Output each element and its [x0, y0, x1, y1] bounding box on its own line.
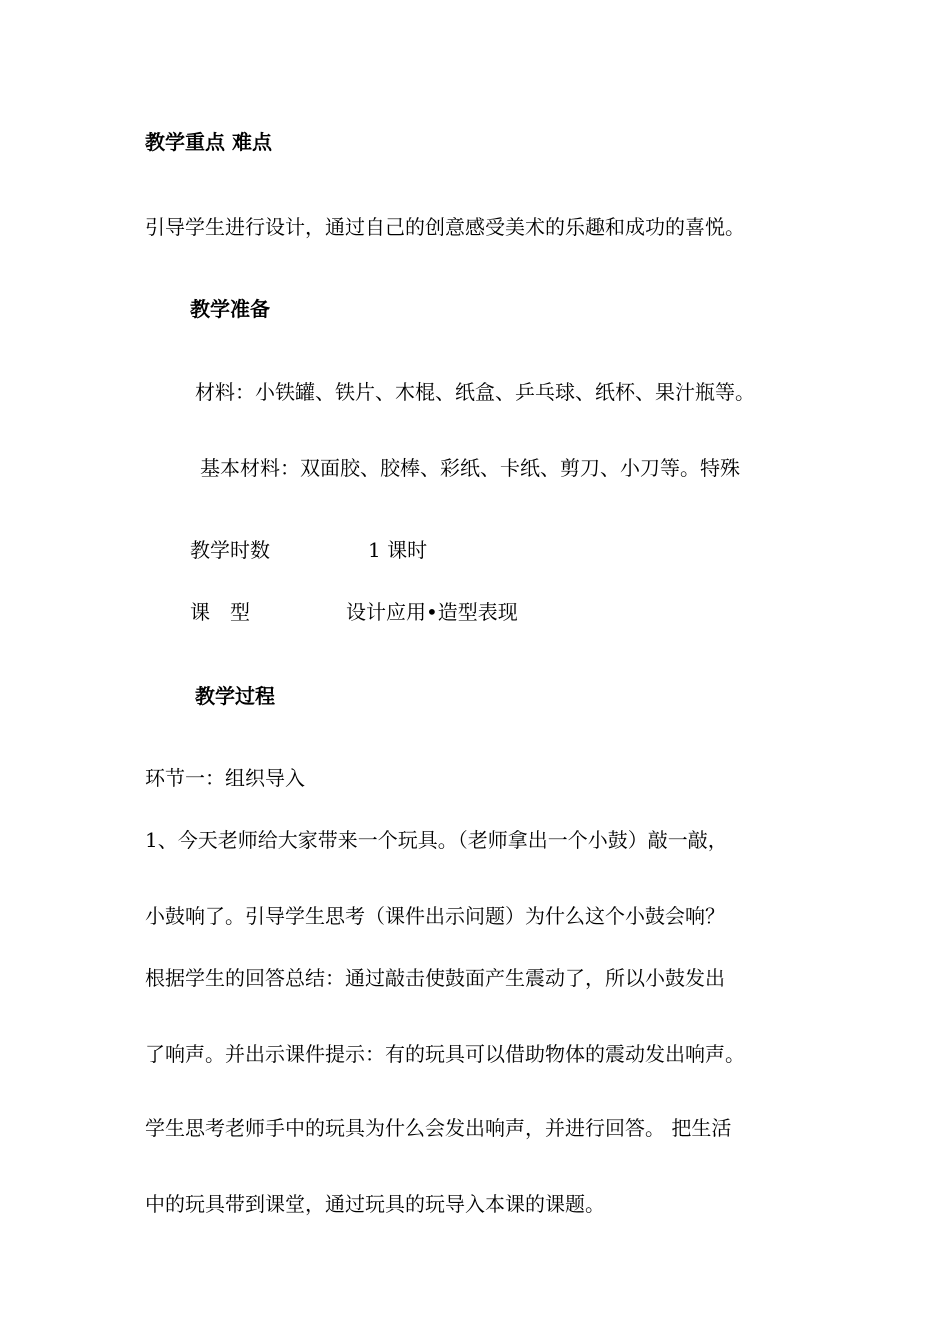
basic-materials-line: 基本材料：双面胶、胶棒、彩纸、卡纸、剪刀、小刀等。特殊 — [200, 456, 740, 480]
body-line: 了响声。并出示课件提示：有的玩具可以借助物体的震动发出响声。 — [145, 1042, 745, 1066]
body-line: 学生思考老师手中的玩具为什么会发出响声，并进行回答。 把生活 — [145, 1116, 732, 1140]
step-one-heading: 环节一：组织导入 — [145, 766, 305, 790]
lesson-type-value: 设计应用•造型表现 — [346, 600, 518, 624]
body-line: 中的玩具带到课堂，通过玩具的玩导入本课的课题。 — [145, 1192, 605, 1216]
class-hours-value: 1 课时 — [368, 538, 428, 562]
key-points-text: 引导学生进行设计，通过自己的创意感受美术的乐趣和成功的喜悦。 — [145, 215, 745, 239]
process-heading: 教学过程 — [195, 684, 275, 708]
class-hours-label: 教学时数 — [190, 538, 270, 562]
lesson-type-label: 课 型 — [190, 600, 250, 624]
materials-line: 材料：小铁罐、铁片、木棍、纸盒、乒乓球、纸杯、果汁瓶等。 — [195, 380, 755, 404]
preparation-heading: 教学准备 — [190, 297, 270, 321]
body-line: 根据学生的回答总结：通过敲击使鼓面产生震动了，所以小鼓发出 — [145, 966, 725, 990]
key-points-heading: 教学重点 难点 — [145, 130, 272, 154]
body-line: 小鼓响了。引导学生思考（课件出示问题）为什么这个小鼓会响？ — [145, 904, 725, 928]
body-line: 1、今天老师给大家带来一个玩具。（老师拿出一个小鼓）敲一敲， — [145, 828, 728, 852]
